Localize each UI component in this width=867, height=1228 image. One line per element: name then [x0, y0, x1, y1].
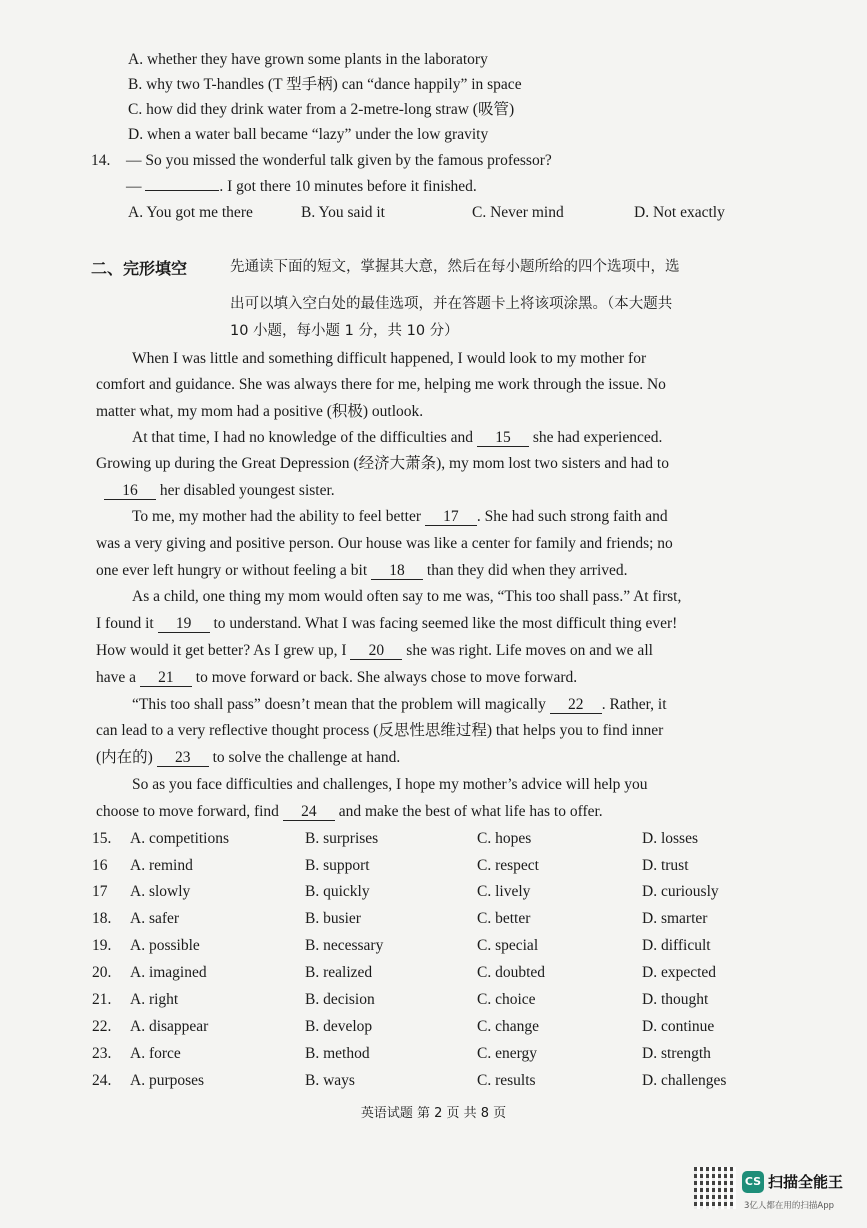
choice-d: D. continue: [642, 1018, 715, 1035]
blank-17: 17: [425, 508, 477, 526]
q14-question: — So you missed the wonderful talk given by the famous professor?: [126, 152, 552, 169]
choice-c: C. doubted: [477, 964, 546, 981]
choice-d: D. challenges: [642, 1072, 727, 1089]
blank-24: 24: [283, 803, 335, 821]
choice-d: D. difficult: [642, 937, 711, 954]
choice-c: C. better: [477, 910, 531, 927]
q13-option-b: B. why two T-handles (T 型手柄) can “dance happily” in space: [128, 76, 522, 93]
section-title: 二、完形填空: [91, 259, 188, 278]
passage-text: “This too shall pass” doesn’t mean that the problem will magically: [132, 696, 546, 713]
passage-line: [132, 428, 662, 448]
choice-b: B. method: [305, 1045, 370, 1062]
choice-number: 24.: [92, 1072, 112, 1089]
q13-option-a: A. whether they have grown some plants in the laboratory: [128, 51, 488, 68]
choice-b: B. necessary: [305, 937, 384, 954]
choice-c: C. energy: [477, 1045, 537, 1062]
passage-text: to move forward or back. She always chose to move forward.: [195, 669, 578, 686]
q14-response: [126, 177, 477, 197]
passage-line: [96, 802, 603, 822]
choice-b: B. support: [305, 857, 370, 874]
choice-number: 23.: [92, 1045, 112, 1062]
choice-number: 21.: [92, 991, 112, 1008]
q14-number: 14.: [91, 152, 111, 169]
qr-code-icon: [694, 1167, 736, 1209]
choice-a: A. competitions: [130, 830, 230, 847]
passage-line: [96, 668, 577, 688]
choice-b: B. ways: [305, 1072, 355, 1089]
q13-option-d: D. when a water ball became “lazy” under the low gravity: [128, 126, 489, 143]
passage-line: When I was little and something difficult happened, I would look to my mother for: [132, 350, 647, 367]
choice-a: A. purposes: [130, 1072, 205, 1089]
q14-dash: —: [126, 178, 142, 195]
choice-c: C. change: [477, 1018, 539, 1035]
q14-option-c: C. Never mind: [472, 204, 564, 221]
passage-text: At that time, I had no knowledge of the difficulties and: [132, 429, 474, 446]
blank-23: 23: [157, 749, 209, 767]
choice-d: D. curiously: [642, 883, 719, 900]
choice-d: D. losses: [642, 830, 698, 847]
camscanner-tagline: 3亿人都在用的扫描App: [744, 1201, 835, 1211]
choice-b: B. busier: [305, 910, 361, 927]
choice-c: C. special: [477, 937, 539, 954]
passage-text: . Rather, it: [601, 696, 667, 713]
choice-b: B. quickly: [305, 883, 370, 900]
choice-c: C. respect: [477, 857, 539, 874]
passage-line: was a very giving and positive person. Our house was like a center for family and friends; no: [96, 535, 673, 552]
passage-text: I found it: [96, 615, 154, 632]
choice-a: A. safer: [130, 910, 180, 927]
passage-text: than they did when they arrived.: [426, 562, 628, 579]
choice-b: B. realized: [305, 964, 373, 981]
choice-c: C. hopes: [477, 830, 532, 847]
passage-text: (内在的): [96, 749, 153, 766]
choice-number: 22.: [92, 1018, 112, 1035]
blank-15: 15: [477, 429, 529, 447]
choice-d: D. trust: [642, 857, 689, 874]
passage-text: choose to move forward, find: [96, 803, 279, 820]
passage-text: How would it get better? As I grew up, I: [96, 642, 347, 659]
blank-22: 22: [550, 696, 602, 714]
passage-text: . She had such strong faith and: [476, 508, 668, 525]
q13-option-c: C. how did they drink water from a 2-metre-long straw (吸管): [128, 101, 515, 118]
q14-option-a: A. You got me there: [128, 204, 253, 221]
passage-line: [96, 641, 653, 661]
choice-c: C. lively: [477, 883, 531, 900]
blank-16: 16: [104, 482, 156, 500]
camscanner-name: 扫描全能王: [768, 1173, 844, 1191]
blank-20: 20: [350, 642, 402, 660]
passage-text: have a: [96, 669, 137, 686]
passage-text: she was right. Life moves on and we all: [406, 642, 653, 659]
choice-b: B. decision: [305, 991, 375, 1008]
passage-text: to solve the challenge at hand.: [212, 749, 401, 766]
choice-a: A. possible: [130, 937, 200, 954]
section-instructions-1: 先通读下面的短文，掌握其大意，然后在每小题所给的四个选项中，选: [230, 259, 680, 275]
choice-number: 19.: [92, 937, 112, 954]
passage-line: As a child, one thing my mom would often say to me was, “This too shall pass.” At first,: [132, 588, 682, 605]
choice-number: 20.: [92, 964, 112, 981]
choice-d: D. smarter: [642, 910, 708, 927]
choice-d: D. thought: [642, 991, 709, 1008]
blank-18: 18: [371, 562, 423, 580]
choice-a: A. slowly: [130, 883, 191, 900]
page-footer: 英语试题 第 2 页 共 8 页: [360, 1106, 507, 1121]
q14-option-b: B. You said it: [301, 204, 385, 221]
choice-b: B. develop: [305, 1018, 373, 1035]
passage-line: [96, 748, 400, 768]
passage-line: can lead to a very reflective thought process (反思性思维过程) that helps you to find inner: [96, 722, 664, 739]
passage-line: [132, 695, 667, 715]
q14-blank: [145, 190, 219, 191]
choice-d: D. expected: [642, 964, 717, 981]
blank-21: 21: [140, 669, 192, 687]
q14-response-text: . I got there 10 minutes before it finished.: [219, 178, 477, 195]
passage-text: and make the best of what life has to offer.: [338, 803, 603, 820]
passage-line: So as you face difficulties and challenges, I hope my mother’s advice will help you: [132, 776, 648, 793]
passage-line: [104, 481, 335, 501]
section-instructions-2: 出可以填入空白处的最佳选项，并在答题卡上将该项涂黑。（本大题共: [230, 296, 673, 312]
choice-c: C. choice: [477, 991, 536, 1008]
choice-b: B. surprises: [305, 830, 379, 847]
choice-a: A. force: [130, 1045, 181, 1062]
passage-line: [96, 561, 628, 581]
choice-number: 18.: [92, 910, 112, 927]
passage-text: to understand. What I was facing seemed like the most difficult thing ever!: [213, 615, 678, 632]
passage-line: [132, 507, 668, 527]
passage-text: one ever left hungry or without feeling a bit: [96, 562, 368, 579]
camscanner-logo-icon: CS: [742, 1171, 764, 1193]
passage-text: To me, my mother had the ability to feel better: [132, 508, 422, 525]
choice-a: A. right: [130, 991, 179, 1008]
choice-a: A. disappear: [130, 1018, 209, 1035]
choice-c: C. results: [477, 1072, 536, 1089]
passage-line: matter what, my mom had a positive (积极) outlook.: [96, 403, 424, 420]
passage-line: [96, 614, 677, 634]
passage-line: Growing up during the Great Depression (经济大萧条), my mom lost two sisters and had to: [96, 455, 669, 472]
choice-d: D. strength: [642, 1045, 711, 1062]
choice-number: 17: [92, 883, 108, 900]
choice-number: 15.: [92, 830, 112, 847]
passage-text: her disabled youngest sister.: [159, 482, 335, 499]
choice-number: 16: [92, 857, 108, 874]
q14-option-d: D. Not exactly: [634, 204, 725, 221]
blank-19: 19: [158, 615, 210, 633]
section-instructions-3: 10 小题，每小题 1 分，共 10 分）: [230, 323, 459, 339]
choice-a: A. remind: [130, 857, 193, 874]
choice-a: A. imagined: [130, 964, 207, 981]
passage-line: comfort and guidance. She was always there for me, helping me work through the issue. No: [96, 376, 666, 393]
passage-text: she had experienced.: [532, 429, 663, 446]
